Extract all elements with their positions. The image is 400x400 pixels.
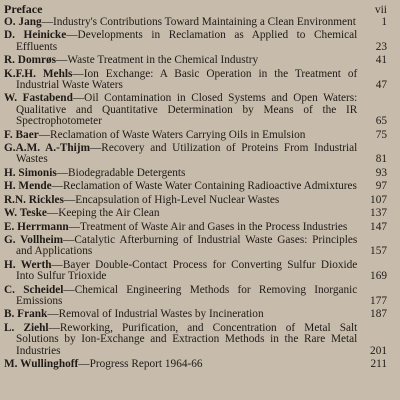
- toc-entry: [4, 130, 387, 141]
- toc-entry-text: L. Ziehl—Reworking, Purification, and Concentration of Metal Salt Solutions by Ion-Exchange and Extraction Methods in the Rare Metal Industries: [4, 321, 358, 357]
- entry-title: Oil Contamination in Closed Systems and Open Waters: Qualitative and Quantitative Determination by Means of the IR Spectrophotometer: [16, 92, 358, 128]
- toc-entry: [4, 93, 387, 127]
- toc-entry: [4, 309, 387, 320]
- entry-author: H. Werth: [4, 258, 52, 271]
- toc-entry-text: M. Wullinghoff—Progress Report 1964-66: [4, 357, 203, 370]
- entry-title: Chemical Engineering Methods for Removing Inorganic Emissions: [16, 283, 358, 307]
- entry-page-number: 201: [370, 344, 387, 357]
- toc-entry: [4, 181, 387, 192]
- toc-entry-text: F. Baer—Reclamation of Waste Waters Carrying Oils in Emulsion: [4, 128, 306, 141]
- toc-entry: [4, 208, 387, 219]
- preface-heading: Preface: [4, 2, 43, 16]
- entry-page-number: 23: [375, 40, 387, 53]
- entry-page-number: 65: [375, 115, 387, 128]
- toc-entry-text: H. Mende—Reclamation of Waste Water Containing Radioactive Admixtures: [4, 180, 357, 193]
- entry-page-number: 97: [375, 180, 387, 193]
- toc-entry: [4, 143, 387, 166]
- entry-author: H. Simonis: [4, 166, 57, 179]
- entry-title: Encapsulation of High-Level Nuclear Wastes: [75, 193, 280, 206]
- entry-title: Ion Exchange: A Basic Operation in the Treatment of Industrial Waste Waters: [16, 67, 358, 92]
- entry-title: Reclamation of Waste Water Containing Radioactive Admixtures: [63, 180, 357, 193]
- toc-entry-text: H. Werth—Bayer Double-Contact Process for Converting Sulfur Dioxide Into Sulfur Trioxide: [4, 258, 358, 283]
- entry-page-number: 211: [370, 357, 387, 370]
- entry-page-number: 157: [370, 245, 387, 258]
- entry-title: Removal of Industrial Wastes by Incineration: [58, 308, 264, 321]
- entry-page-number: 75: [375, 128, 387, 141]
- toc-entry: [4, 55, 387, 66]
- entry-title: Recovery and Utilization of Proteins From Industrial Wastes: [16, 142, 358, 166]
- entry-page-number: 107: [370, 193, 387, 206]
- entry-page-number: 41: [375, 54, 387, 67]
- toc-entry-text: R.N. Rickles—Encapsulation of High-Level Nuclear Wastes: [4, 193, 280, 206]
- toc-entry-text: R. Domrøs—Waste Treatment in the Chemical Industry: [4, 54, 259, 67]
- entry-title: Developments in Reclamation as Applied to Chemical Effluents: [16, 29, 358, 53]
- toc-entry-text: B. Frank—Removal of Industrial Wastes by Incineration: [4, 308, 264, 321]
- toc-entry-text: D. Heinicke—Developments in Reclamation as Applied to Chemical Effluents: [4, 29, 358, 53]
- entry-author: B. Frank: [4, 308, 48, 321]
- toc-entry: [4, 168, 387, 179]
- toc-entry-text: W. Fastabend—Oil Contamination in Closed Systems and Open Waters: Qualitative and Quantitative Determination by Means of the IR Spectrophotometer: [4, 92, 358, 128]
- entry-page-number: 137: [370, 207, 387, 220]
- toc-entry-list: [4, 17, 387, 370]
- entry-title: Reclamation of Waste Waters Carrying Oils in Emulsion: [50, 128, 306, 141]
- entry-page-number: 187: [370, 308, 387, 321]
- entry-page-number: 1: [381, 16, 387, 28]
- toc-entry-text: C. Scheidel—Chemical Engineering Methods for Removing Inorganic Emissions: [4, 283, 358, 307]
- entry-title: Reworking, Purification, and Concentration of Metal Salt Solutions by Ion-Exchange and Extraction Methods in the Rare Metal Industries: [16, 321, 358, 357]
- toc-entry-text: G.A.M. A.-Thijm—Recovery and Utilization of Proteins From Industrial Wastes: [4, 142, 358, 166]
- toc-entry-text: K.F.H. Mehls—Ion Exchange: A Basic Operation in the Treatment of Industrial Waste Waters: [4, 67, 358, 92]
- entry-author: C. Scheidel: [4, 283, 64, 296]
- toc-entry-text: O. Jang—Industry's Contributions Toward Maintaining a Clean Environment: [4, 16, 356, 28]
- entry-title: Progress Report 1964-66: [89, 357, 203, 370]
- entry-author: E. Herrmann: [4, 220, 69, 233]
- entry-author: F. Baer: [4, 128, 39, 141]
- entry-author: L. Ziehl: [4, 321, 49, 334]
- toc-entry-text: H. Simonis—Biodegradable Detergents: [4, 166, 186, 179]
- entry-author: R.N. Rickles: [4, 193, 64, 206]
- toc-entry: [4, 195, 387, 206]
- toc-entry: [4, 222, 387, 233]
- entry-author: O. Jang: [4, 16, 42, 28]
- entry-title: Biodegradable Detergents: [68, 166, 186, 179]
- entry-author: R. Domrøs: [4, 54, 57, 67]
- preface-page-number: vii: [374, 4, 387, 16]
- entry-page-number: 47: [375, 79, 387, 92]
- toc-entry-text: E. Herrmann—Treatment of Waste Air and Gases in the Process Industries: [4, 220, 348, 233]
- entry-title: Bayer Double-Contact Process for Converting Sulfur Dioxide Into Sulfur Trioxide: [16, 258, 358, 283]
- toc-header: [4, 2, 387, 16]
- toc-entry: [4, 69, 387, 92]
- entry-title: Waste Treatment in the Chemical Industry: [67, 54, 259, 67]
- toc-entry: [4, 285, 387, 308]
- toc-entry: [4, 359, 387, 370]
- entry-title: Industry's Contributions Toward Maintaining a Clean Environment: [52, 16, 356, 28]
- toc-entry: [4, 235, 387, 258]
- entry-title: Catalytic Afterburning of Industrial Waste Gases: Principles and Applications: [16, 233, 358, 258]
- entry-page-number: 177: [370, 294, 387, 307]
- toc-entry: [4, 17, 387, 28]
- entry-author: H. Mende: [4, 180, 52, 193]
- entry-author: G.A.M. A.-Thijm: [4, 142, 90, 155]
- entry-page-number: 147: [370, 220, 387, 233]
- entry-author: M. Wullinghoff: [4, 357, 79, 370]
- entry-page-number: 169: [370, 270, 387, 283]
- entry-author: G. Vollheim: [4, 233, 64, 246]
- entry-author: D. Heinicke: [4, 29, 67, 42]
- toc-entry-text: G. Vollheim—Catalytic Afterburning of Industrial Waste Gases: Principles and Applications: [4, 233, 358, 258]
- toc-entry: [4, 260, 387, 283]
- entry-page-number: 93: [375, 166, 387, 179]
- toc-entry-text: W. Teske—Keeping the Air Clean: [4, 207, 160, 220]
- entry-title: Treatment of Waste Air and Gases in the Process Industries: [79, 220, 348, 233]
- entry-author: W. Teske: [4, 207, 47, 220]
- entry-author: K.F.H. Mehls: [4, 67, 73, 80]
- entry-page-number: 81: [375, 153, 387, 166]
- entry-author: W. Fastabend: [4, 92, 73, 105]
- toc-entry: [4, 30, 387, 53]
- entry-title: Keeping the Air Clean: [58, 207, 160, 220]
- toc-entry: [4, 323, 387, 357]
